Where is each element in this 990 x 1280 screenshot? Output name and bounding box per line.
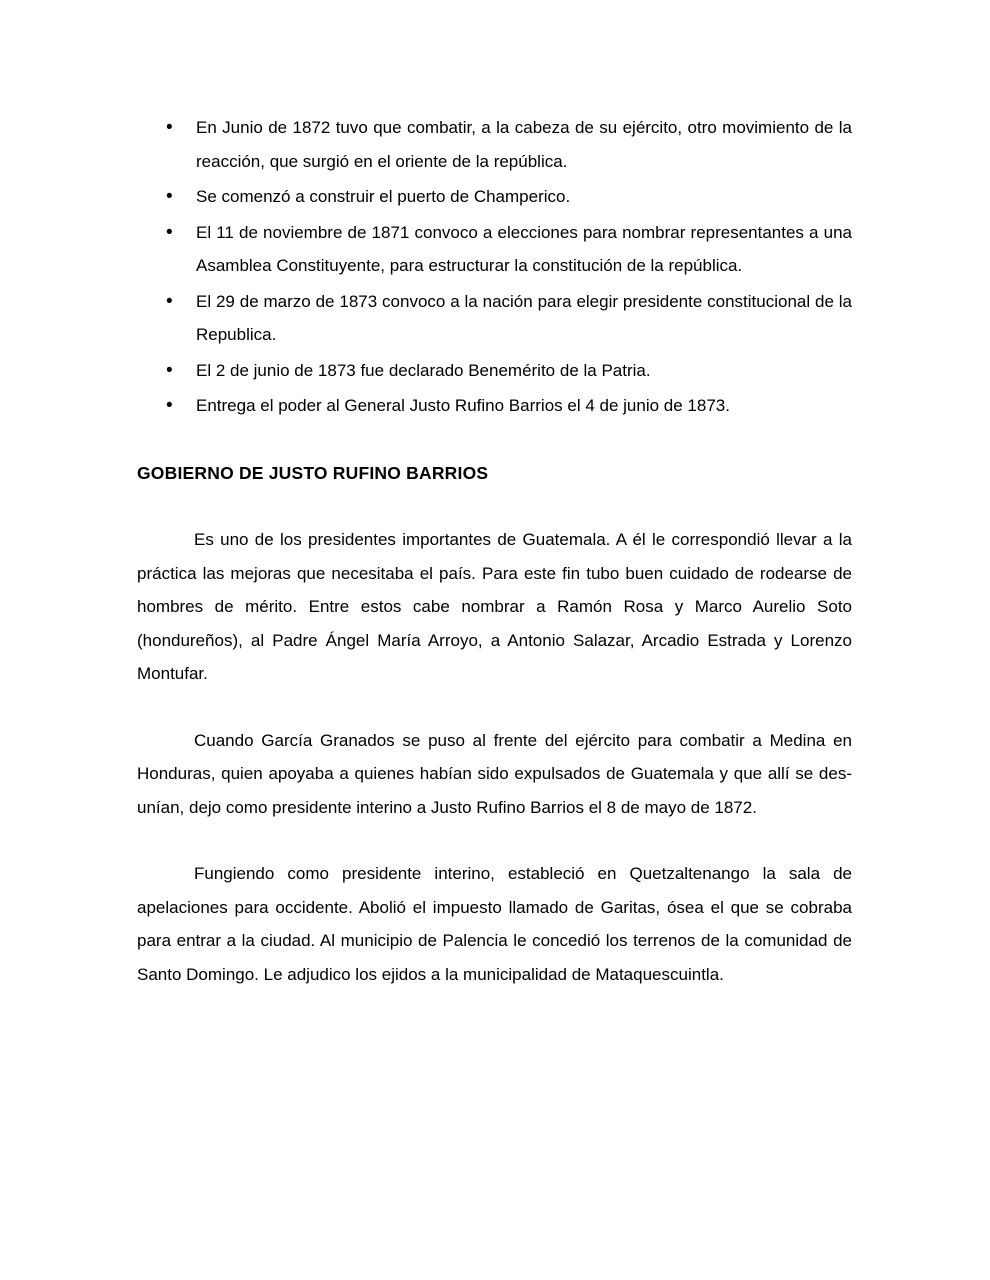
- bullet-item: • En Junio de 1872 tuvo que combatir, a la cabeza de su ejército, otro movimiento de la reacción, que surgió en el oriente de la república.: [137, 111, 852, 178]
- bullet-item: • Se comenzó a construir el puerto de Champerico.: [137, 180, 852, 214]
- bullet-item: • Entrega el poder al General Justo Rufino Barrios el 4 de junio de 1873.: [137, 389, 852, 423]
- section-heading: GOBIERNO DE JUSTO RUFINO BARRIOS: [137, 462, 489, 483]
- bullet-item: • El 2 de junio de 1873 fue declarado Benemérito de la Patria.: [137, 354, 852, 388]
- paragraph: Cuando García Granados se puso al frente del ejército para combatir a Medina en Honduras, quien apoyaba a quienes habían sido expulsados de Guatemala y que allí se des-unían, dejo como presidente interino a Justo Rufino Barrios el 8 de mayo de 1872.: [137, 730, 852, 817]
- bullet-list: [137, 111, 852, 423]
- bullet-item: • El 11 de noviembre de 1871 convoco a elecciones para nombrar representantes a una Asamblea Constituyente, para estructurar la constitución de la república.: [137, 216, 852, 283]
- paragraph: Fungiendo como presidente interino, estableció en Quetzaltenango la sala de apelaciones para occidente. Abolió el impuesto llamado de Garitas, ósea el que se cobraba para entrar a la ciudad. Al municipio de Palencia le concedió los terrenos de la comunidad de Santo Domingo. Le adjudico los ejidos a la municipalidad de Mataquescuintla.: [137, 864, 852, 984]
- bullet-item: • El 29 de marzo de 1873 convoco a la nación para elegir presidente constitucional de la Republica.: [137, 285, 852, 352]
- paragraph: Es uno de los presidentes importantes de Guatemala. A él le correspondió llevar a la práctica las mejoras que necesitaba el país. Para este fin tubo buen cuidado de rodearse de hombres de mérito. Entre estos cabe nombrar a Ramón Rosa y Marco Aurelio Soto (hondureños), al Padre Ángel María Arroyo, a Antonio Salazar, Arcadio Estrada y Lorenzo Montufar.: [137, 530, 852, 683]
